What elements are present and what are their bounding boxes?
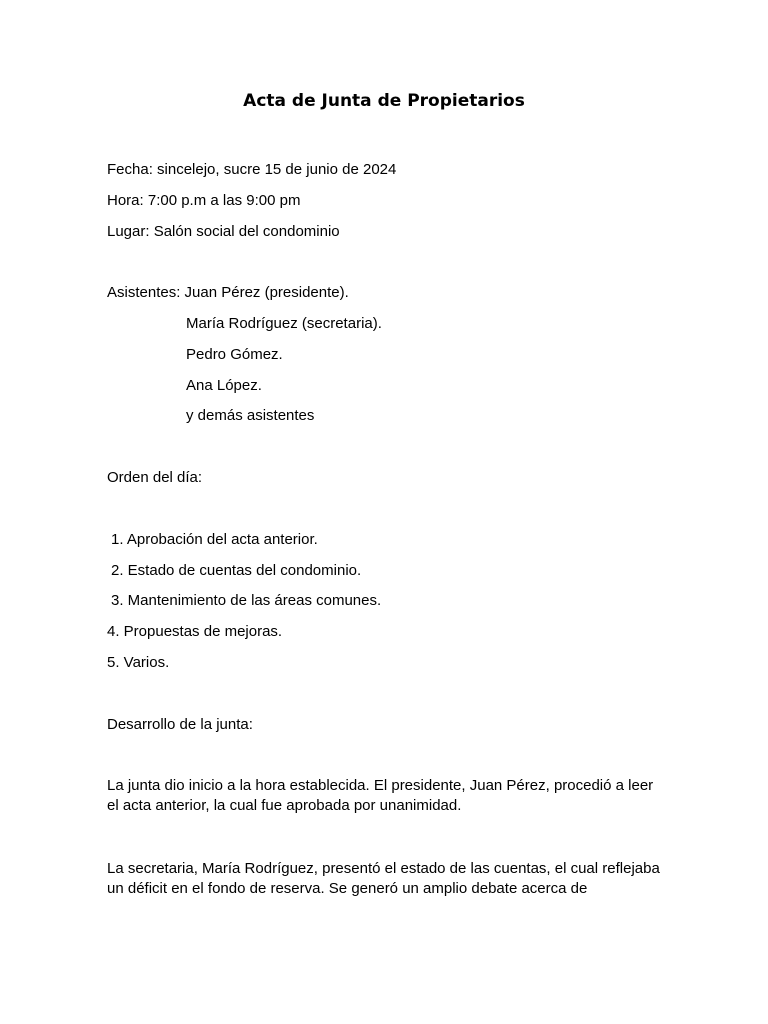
paragraph: La junta dio inicio a la hora establecida. El presidente, Juan Pérez, procedió a leer el acta anterior, la cual fue aprobada por unanimidad. bbox=[107, 777, 654, 814]
orden-item: 4. Propuestas de mejoras. bbox=[107, 623, 283, 640]
orden-item: 1. Aprobación del acta anterior. bbox=[111, 531, 318, 548]
asistente-item: Ana López. bbox=[186, 377, 262, 394]
asistentes-label: Asistentes: Juan Pérez (presidente). bbox=[107, 284, 349, 301]
lugar-line: Lugar: Salón social del condominio bbox=[107, 223, 340, 240]
desarrollo-label: Desarrollo de la junta: bbox=[107, 716, 253, 733]
orden-item: 5. Varios. bbox=[107, 654, 170, 671]
orden-item: 2. Estado de cuentas del condominio. bbox=[111, 562, 362, 579]
document-title: Acta de Junta de Propietarios bbox=[243, 91, 525, 111]
asistente-item: María Rodríguez (secretaria). bbox=[186, 315, 382, 332]
paragraph: La secretaria, María Rodríguez, presentó el estado de las cuentas, el cual reflejaba un déficit en el fondo de reserva. Se generó un amplio debate acerca de bbox=[107, 860, 660, 897]
asistente-item: Pedro Gómez. bbox=[186, 346, 283, 363]
orden-item: 3. Mantenimiento de las áreas comunes. bbox=[111, 592, 382, 609]
fecha-line: Fecha: sincelejo, sucre 15 de junio de 2024 bbox=[107, 161, 397, 178]
hora-line: Hora: 7:00 p.m a las 9:00 pm bbox=[107, 192, 301, 209]
asistente-item: y demás asistentes bbox=[186, 407, 315, 424]
orden-label: Orden del día: bbox=[107, 469, 203, 486]
